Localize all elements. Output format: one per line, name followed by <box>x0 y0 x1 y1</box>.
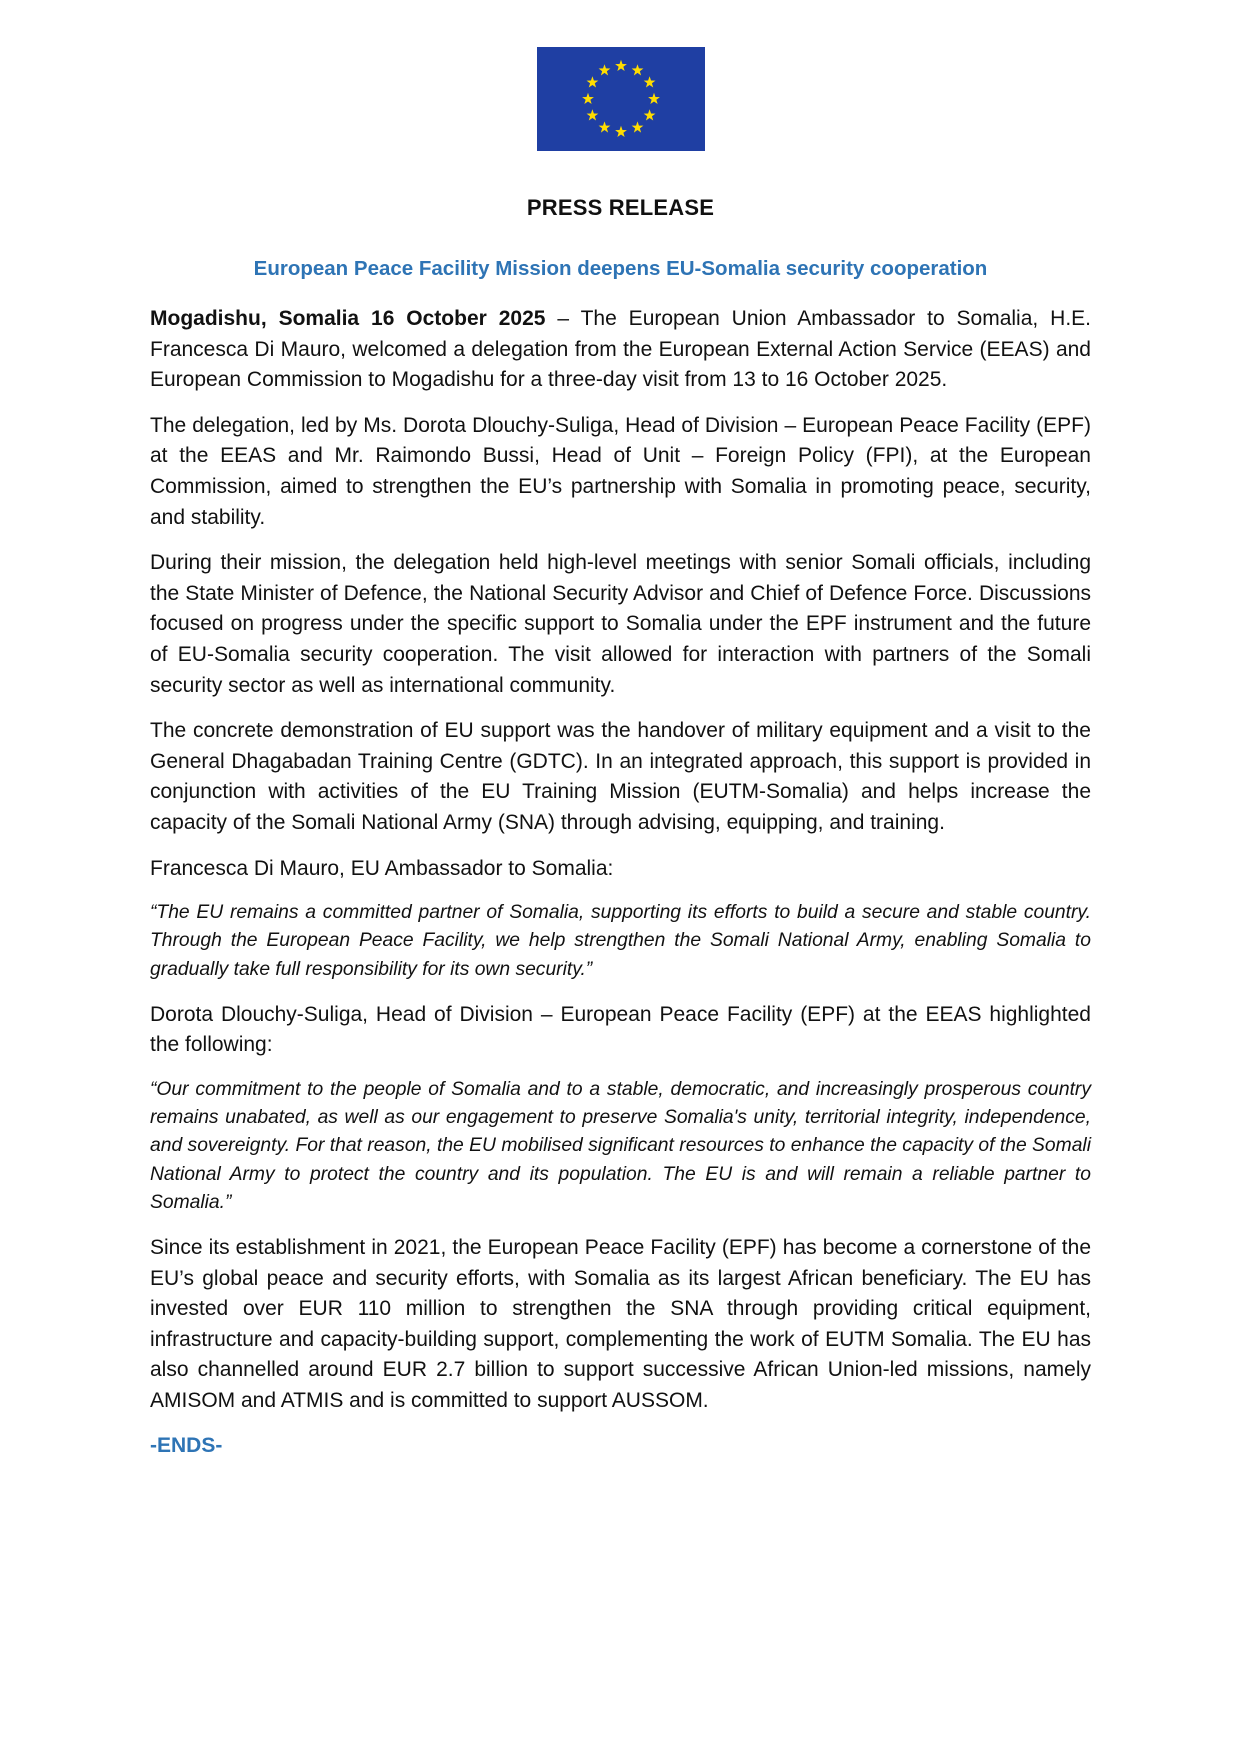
speaker-head-of-division: Dorota Dlouchy-Suliga, Head of Division – European Peace Facility (EPF) at the EEAS highlighted the following: <box>150 1002 1091 1057</box>
flag-star-icon <box>587 109 599 120</box>
flag-star-icon <box>599 121 611 132</box>
flag-star-icon <box>587 76 599 87</box>
flag-star-icon <box>644 109 656 120</box>
paragraph-mission: During their mission, the delegation held high-level meetings with senior Somali officials, including the State Minister of Defence, the National Security Advisor and Chief of Defence Force. Discussions focused on progress under the specific support to Somalia under the EPF instrument and the future of EU-Somalia security cooperation. The visit allowed for interaction with partners of the Somali security sector as well as international community. <box>150 551 1091 697</box>
quote-ambassador: “The EU remains a committed partner of Somalia, supporting its efforts to build a secure and stable country. Through the European Peace Facility, we help strengthen the Somali National Army, enabling Somalia to gradually take full responsibility for its own security.” <box>150 902 1091 980</box>
press-release-body <box>150 304 1091 1477</box>
flag-star-icon <box>615 126 627 137</box>
intro-text: – The European Union Ambassador to Somalia, H.E. Francesca Di Mauro, welcomed a delegation from the European External Action Service (EEAS) and European Commission to Mogadishu for a three-day visit from 13 to 16 October 2025. <box>150 307 1091 392</box>
speaker-ambassador: Francesca Di Mauro, EU Ambassador to Somalia: <box>150 856 614 880</box>
flag-star-icon <box>632 121 644 132</box>
flag-star-icon <box>582 93 594 104</box>
paragraph-delegation: The delegation, led by Ms. Dorota Dlouchy-Suliga, Head of Division – European Peace Facility (EPF) at the EEAS and Mr. Raimondo Bussi, Head of Unit – Foreign Policy (FPI), at the European Commission, aimed to strengthen the EU’s partnership with Somalia in promoting peace, security, and stability. <box>150 413 1091 529</box>
flag-star-icon <box>644 76 656 87</box>
paragraph-support: The concrete demonstration of EU support was the handover of military equipment and a visit to the General Dhagabadan Training Centre (GDTC). In an integrated approach, this support is provided in conjunction with activities of the EU Training Mission (EUTM-Somalia) and helps increase the capacity of the Somali National Army (SNA) through advising, equipping, and training. <box>150 719 1091 834</box>
flag-star-icon <box>632 64 644 75</box>
quote-head-of-division: “Our commitment to the people of Somalia and to a stable, democratic, and increasingly prosperous country remains unabated, as well as our engagement to preserve Somalia's unity, territorial integrity, independence, and sovereignty. For that reason, the EU mobilised significant resources to enhance the capacity of the Somali National Army to protect the country and its population. The EU is and will remain a reliable partner to Somalia.” <box>150 1078 1091 1213</box>
eu-flag-icon <box>537 47 705 151</box>
page-title: PRESS RELEASE <box>526 195 715 220</box>
paragraph-epf: Since its establishment in 2021, the European Peace Facility (EPF) has become a cornerstone of the EU’s global peace and security efforts, with Somalia as its largest African beneficiary. The EU has invested over EUR 110 million to strengthen the SNA through providing critical equipment, infrastructure and capacity-building support, complementing the work of EUTM Somalia. The EU has also channelled around EUR 2.7 billion to support successive African Union-led missions, namely AMISOM and ATMIS and is committed to support AUSSOM. <box>150 1235 1091 1412</box>
flag-star-icon <box>615 60 627 71</box>
paragraph-intro <box>150 304 1091 396</box>
ends-marker: -ENDS- <box>150 1434 223 1458</box>
flag-star-icon <box>648 93 660 104</box>
flag-star-icon <box>599 64 611 75</box>
eu-flag-stars <box>537 47 705 151</box>
page-subtitle: European Peace Facility Mission deepens EU-Somalia security cooperation <box>253 257 988 280</box>
dateline: Mogadishu, Somalia 16 October 2025 <box>150 307 546 330</box>
